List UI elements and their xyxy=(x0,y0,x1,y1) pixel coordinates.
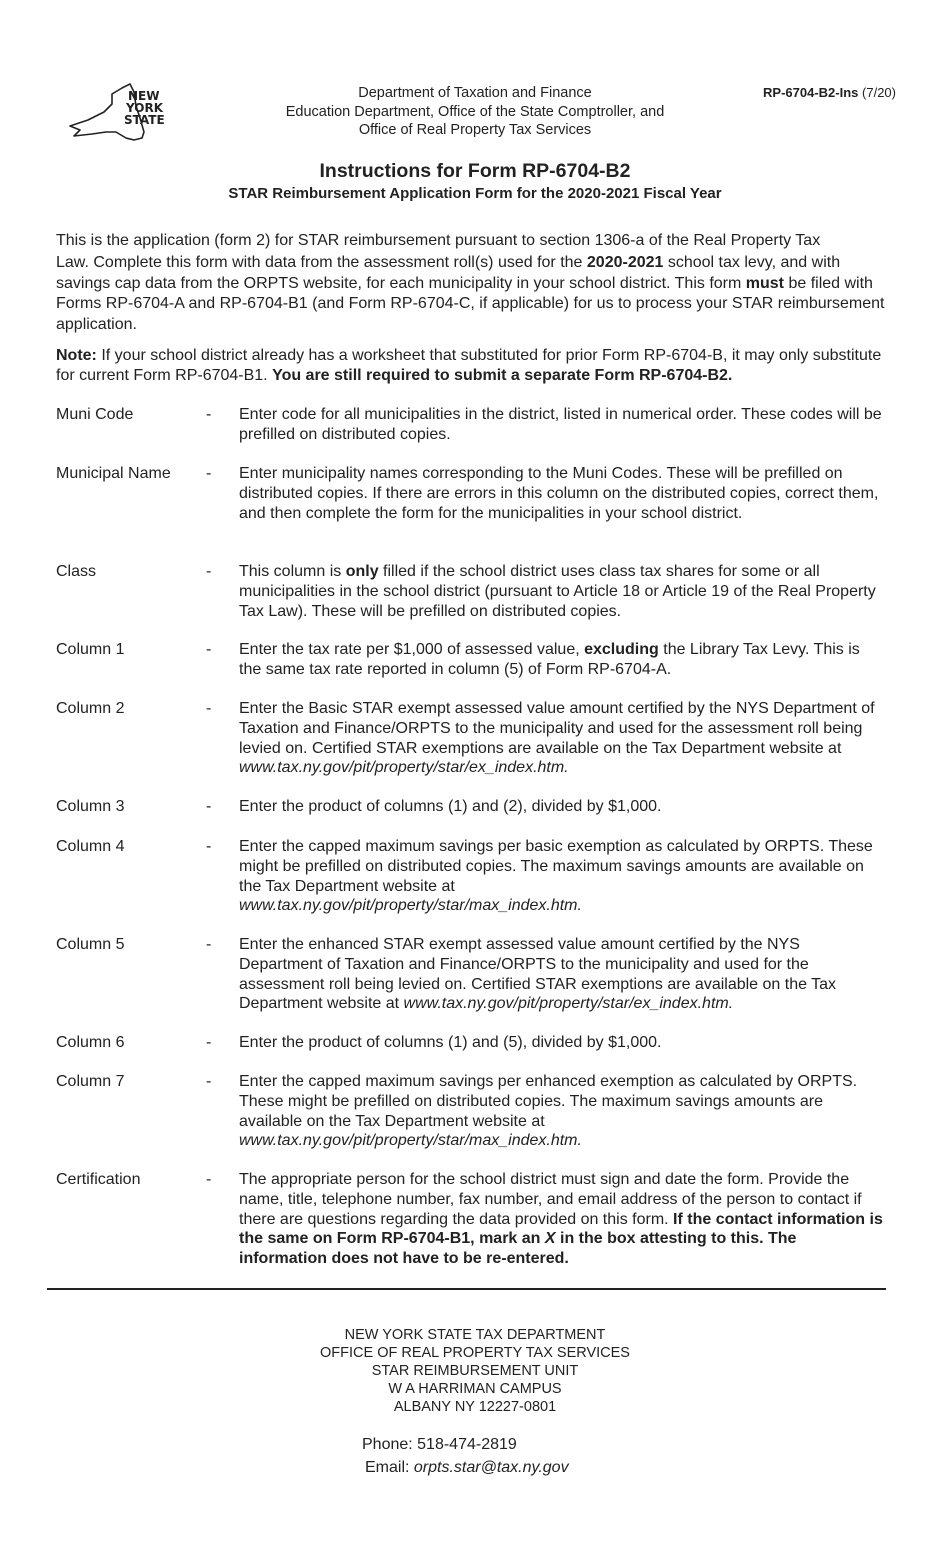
instruction-text: Enter code for all municipalities in the district, listed in numerical order. These codes will be prefilled on distributed copies. xyxy=(239,406,882,443)
dash: - xyxy=(206,1034,212,1051)
new-york-state-outline-icon xyxy=(68,82,172,144)
instruction-text xyxy=(239,699,884,778)
website-link[interactable]: www.tax.ny.gov/pit/property/star/ex_index.htm. xyxy=(239,759,569,777)
website-link[interactable]: www.tax.ny.gov/pit/property/star/max_index.htm. xyxy=(239,897,582,915)
instruction-label: Column 3 xyxy=(56,798,125,815)
bold-italic-x: X xyxy=(544,1230,556,1248)
note-emphasis: You are still required to submit a separate Form RP-6704-B2. xyxy=(272,367,733,384)
dash: - xyxy=(206,1073,212,1090)
form-date: (7/20) xyxy=(862,85,896,100)
instruction-text xyxy=(239,640,884,680)
address-line: ALBANY NY 12227-0801 xyxy=(393,1399,557,1415)
instruction-label: Column 2 xyxy=(56,700,125,717)
address-line: OFFICE OF REAL PROPERTY TAX SERVICES xyxy=(320,1345,630,1361)
instruction-text xyxy=(239,935,884,1014)
text-segment: This column is xyxy=(239,563,346,580)
instruction-text xyxy=(239,1072,884,1151)
text-segment: filled if the school district uses class tax shares for some or all municipalities in the school district (pursuant to Article 18 or Article 19 of the Real Property Tax Law). These will be prefilled on distributed copies. xyxy=(239,563,876,620)
intro-paragraph xyxy=(56,229,891,335)
text-segment: Enter the enhanced STAR exempt assessed value amount certified by the NYS Department of Taxation and Finance/ORPTS to the municipality and used for the assessment roll being levied on. Certified STAR exemptions are available on the Tax Department website at xyxy=(239,936,837,1013)
text-segment: Enter the capped maximum savings per enhanced exemption as calculated by ORPTS. These might be prefilled on distributed copies. The maximum savings amounts are available on the Tax Department website at xyxy=(239,1073,858,1130)
email-address[interactable]: orpts.star@tax.ny.gov xyxy=(413,1459,569,1476)
logo-text-york: YORK xyxy=(126,101,164,115)
intro-text: be filed with Forms RP-6704-A and RP-6704-B1 (and Form RP-6704-C, if applicable) for us to process your STAR reimbursement application. xyxy=(56,274,885,333)
instruction-label: Column 1 xyxy=(56,641,125,658)
instruction-text: Enter municipality names corresponding to the Muni Codes. These will be prefilled on distributed copies. If there are errors in this column on the distributed copies, correct them, and then complete the form for the municipalities in your school district. xyxy=(239,465,879,522)
instruction-text xyxy=(239,1170,884,1269)
dash: - xyxy=(206,700,212,717)
dash: - xyxy=(206,798,212,815)
bold-segment: only xyxy=(345,563,379,580)
page-title: Instructions for Form RP-6704-B2 xyxy=(319,160,631,182)
note-text: If your school district already has a worksheet that substituted for prior Form RP-6704-B, it may only substitute for current Form RP-6704-B1. xyxy=(56,347,882,384)
form-id xyxy=(763,85,896,100)
agency-line: Education Department, Office of the State Comptroller, and xyxy=(285,103,665,120)
divider xyxy=(47,1288,886,1290)
page-subtitle: STAR Reimbursement Application Form for the 2020-2021 Fiscal Year xyxy=(228,185,722,202)
dash: - xyxy=(206,465,212,482)
text-segment: Enter the capped maximum savings per basic exemption as calculated by ORPTS. These might be prefilled on distributed copies. The maximum savings amounts are available on the Tax Department website at xyxy=(239,838,873,895)
dash: - xyxy=(206,641,212,658)
bold-segment: If the contact information is the same on Form RP-6704-B1, mark an xyxy=(239,1210,883,1248)
address-line: STAR REIMBURSEMENT UNIT xyxy=(371,1363,579,1379)
instruction-label: Column 6 xyxy=(56,1034,125,1051)
instruction-label: Municipal Name xyxy=(56,465,171,482)
text-segment: Enter the tax rate per $1,000 of assessed value, xyxy=(239,641,585,658)
dash: - xyxy=(206,406,212,423)
dash: - xyxy=(206,936,212,953)
note-label: Note: xyxy=(56,347,97,364)
logo-text-new: NEW xyxy=(128,89,160,103)
intro-fiscal-year: 2020-2021 xyxy=(586,254,664,271)
instruction-label: Column 4 xyxy=(56,838,125,855)
email-label: Email: xyxy=(365,1459,414,1476)
contact-phone: Phone: 518-474-2819 xyxy=(362,1436,517,1453)
instruction-text: Enter the product of columns (1) and (5), divided by $1,000. xyxy=(239,1034,662,1051)
logo-text-state: STATE xyxy=(124,113,165,127)
nys-logo xyxy=(68,82,172,144)
instruction-label: Class xyxy=(56,563,97,580)
instruction-label: Column 7 xyxy=(56,1073,125,1090)
bold-segment: in the box attesting to this. The information does not have to be re-entered. xyxy=(239,1230,797,1268)
instruction-label: Certification xyxy=(56,1171,141,1188)
instruction-label: Muni Code xyxy=(56,406,134,423)
bold-segment: excluding xyxy=(584,641,659,658)
instruction-label: Column 5 xyxy=(56,936,125,953)
address-line: NEW YORK STATE TAX DEPARTMENT xyxy=(344,1327,606,1343)
intro-text: Law. Complete this form with data from the assessment roll(s) used for the xyxy=(56,254,587,271)
text-segment: Enter the Basic STAR exempt assessed value amount certified by the NYS Department of Taxation and Finance/ORPTS to the municipality and used for the assessment roll being levied on. Certified STAR exemptions are available on the Tax Department website at xyxy=(239,700,875,757)
contact-email xyxy=(365,1459,569,1477)
website-link[interactable]: www.tax.ny.gov/pit/property/star/ex_index.htm. xyxy=(403,995,734,1013)
instruction-text: Enter the product of columns (1) and (2), divided by $1,000. xyxy=(239,798,662,815)
agency-line: Department of Taxation and Finance xyxy=(358,85,592,101)
instruction-text xyxy=(239,562,884,621)
instruction-text xyxy=(239,837,884,916)
text-segment: the Library Tax Levy. This is the same tax rate reported in column (5) of Form RP-6704-A. xyxy=(239,641,860,678)
form-number: RP-6704-B2-Ins xyxy=(763,85,859,100)
agency-block xyxy=(260,84,690,140)
text-segment: The appropriate person for the school district must sign and date the form. Provide the name, title, telephone number, fax number, and email address of the person to contact if there are questions regarding the data provided on this form. xyxy=(239,1171,862,1228)
intro-text: This is the application (form 2) for STAR reimbursement pursuant to section 1306-a of the Real Property Tax xyxy=(56,232,821,249)
agency-line: Office of Real Property Tax Services xyxy=(358,122,592,138)
intro-must: must xyxy=(745,274,784,292)
dash: - xyxy=(206,1171,212,1188)
website-link[interactable]: www.tax.ny.gov/pit/property/star/max_index.htm. xyxy=(239,1132,582,1150)
mailing-address xyxy=(0,1326,950,1416)
intro-text: school tax levy, and with savings cap data from the ORPTS website, for each municipality in your school district. This form xyxy=(56,254,841,292)
address-line: W A HARRIMAN CAMPUS xyxy=(388,1381,562,1397)
dash: - xyxy=(206,838,212,855)
note-paragraph xyxy=(56,346,896,386)
dash: - xyxy=(206,563,212,580)
